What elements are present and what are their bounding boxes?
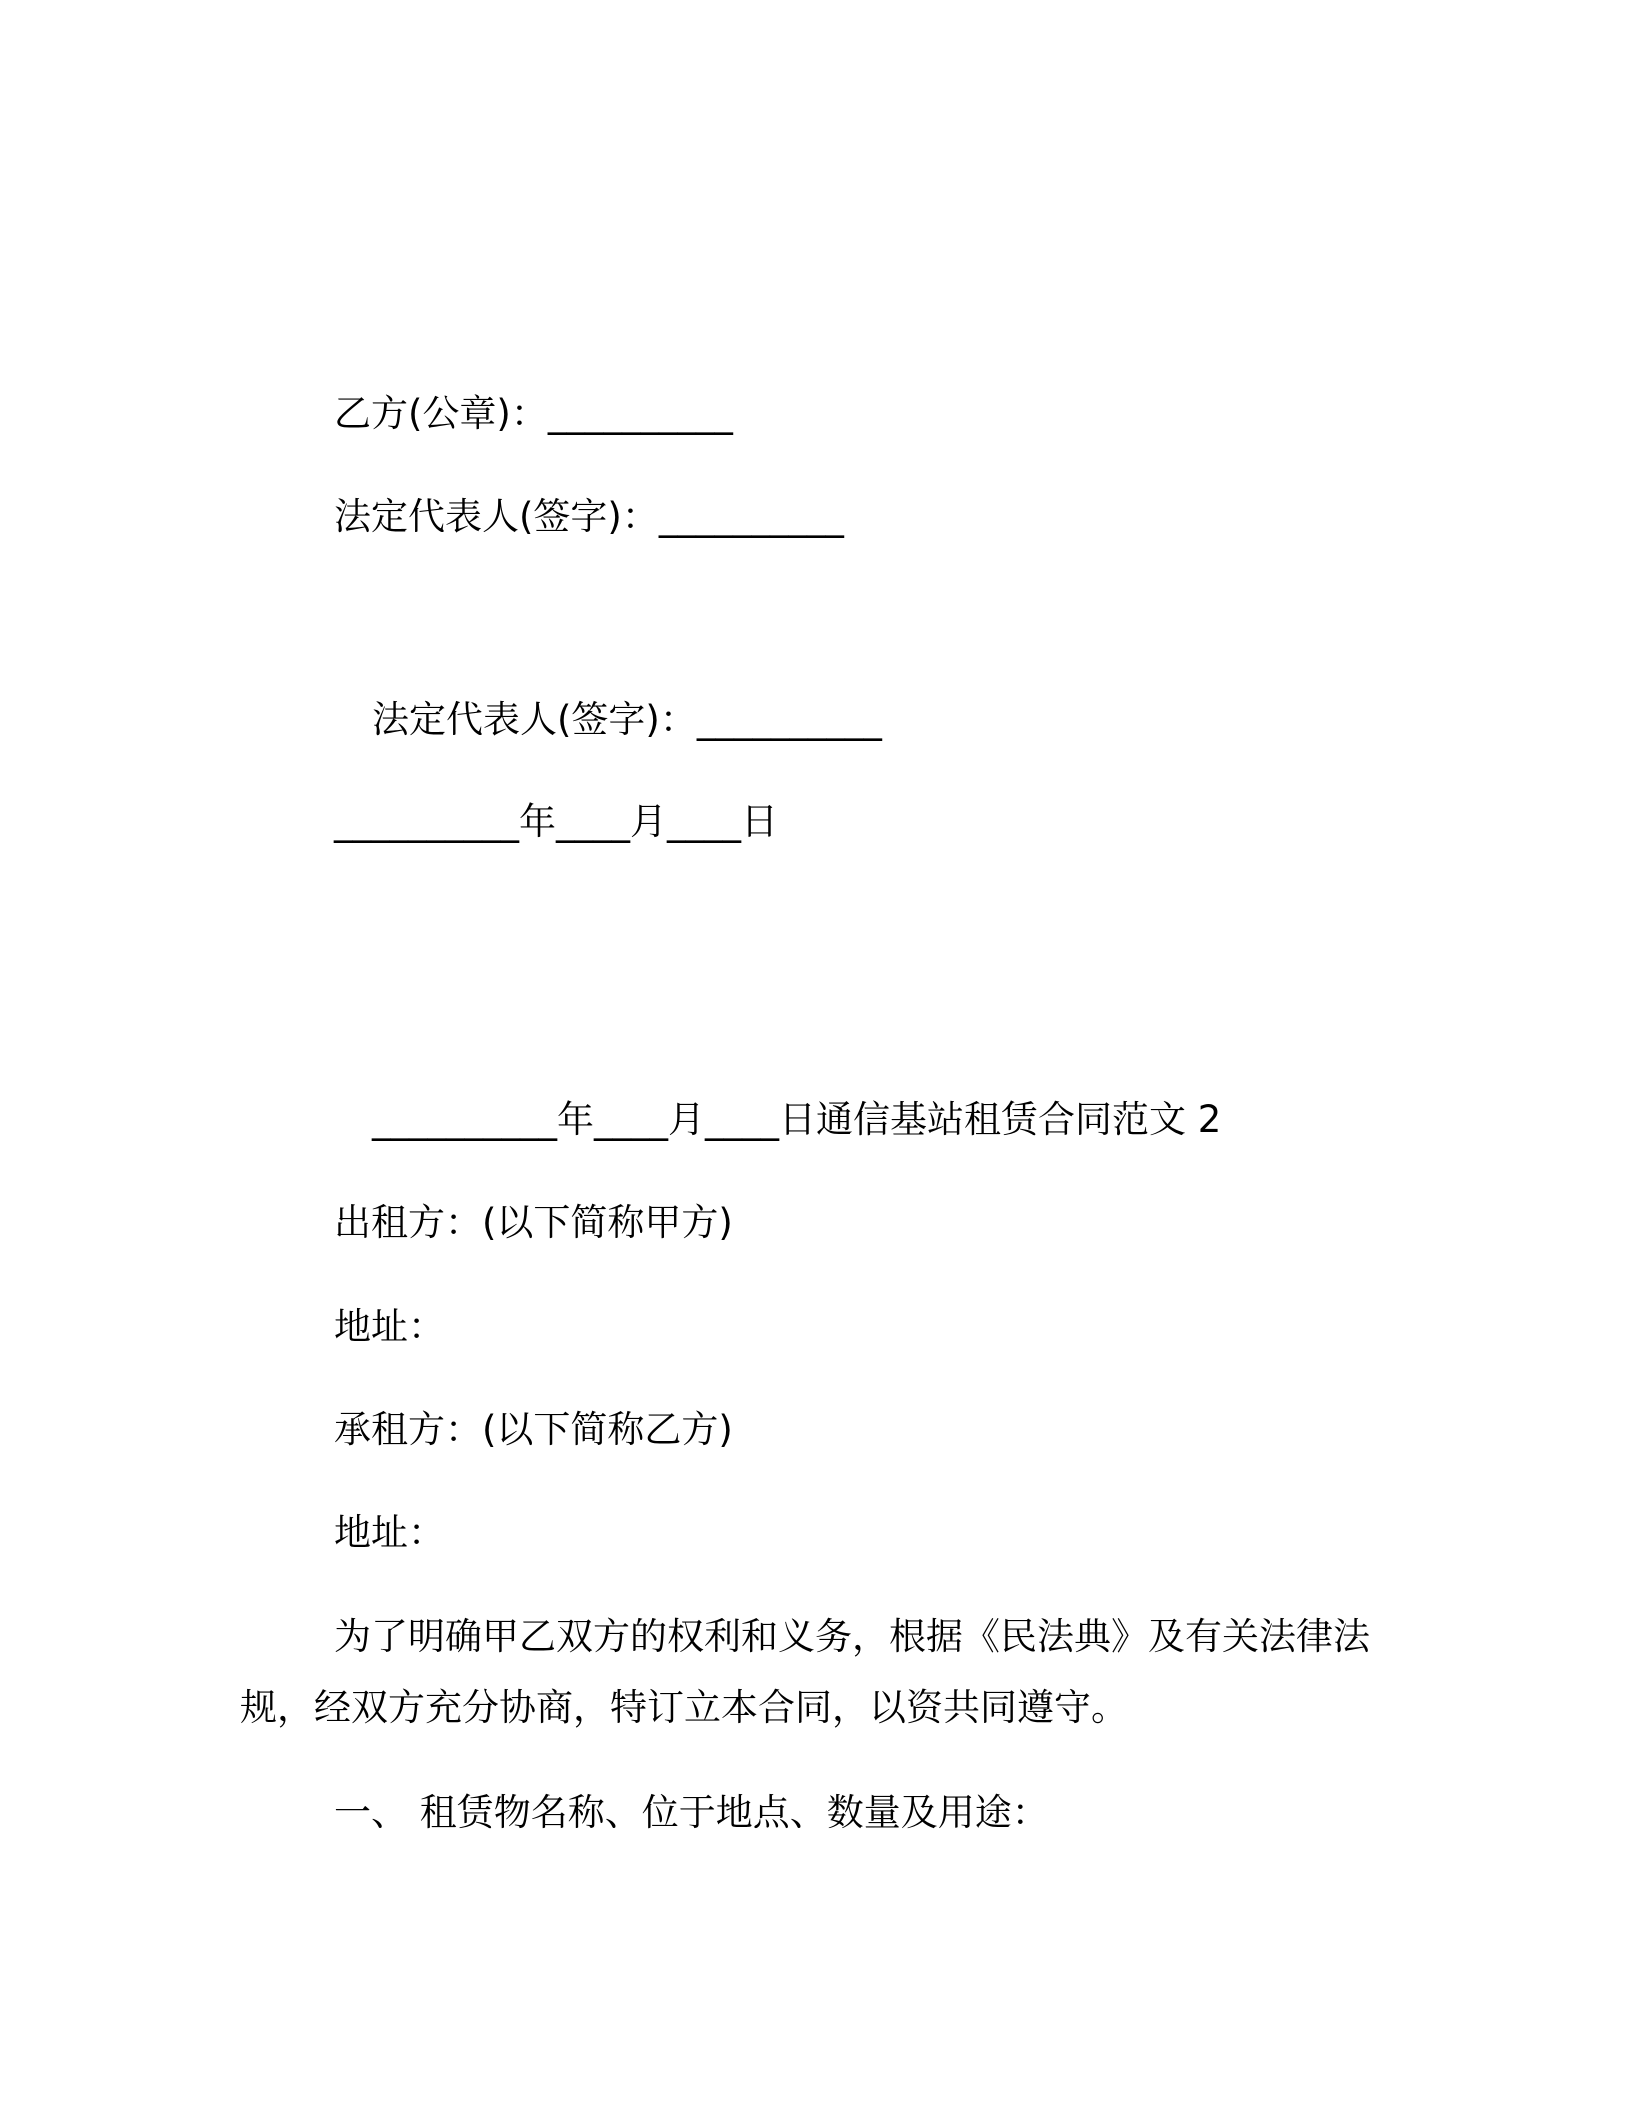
section-1-heading: 一、 租赁物名称、位于地点、数量及用途： (334, 1791, 1049, 1834)
preamble-line-2: 规，经双方充分协商，特订立本合同，以资共同遵守。 (240, 1686, 1128, 1729)
lessor-line: 出租方：(以下简称甲方) (334, 1201, 733, 1244)
lessee-address-line: 地址： (334, 1511, 445, 1554)
lessee-line: 承租方：(以下简称乙方) (334, 1408, 733, 1451)
contract-title-line: __________年____月____日通信基站租赁合同范文 2 (372, 1098, 1222, 1141)
preamble-line-1: 为了明确甲乙双方的权利和义务，根据《民法典》及有关法律法 (334, 1615, 1370, 1658)
legal-rep-signature-line-2: 法定代表人(签字)：__________ (372, 698, 882, 741)
legal-rep-signature-line: 法定代表人(签字)：__________ (334, 495, 844, 538)
lessor-address-line: 地址： (334, 1305, 445, 1348)
party-b-seal-line: 乙方(公章)：__________ (334, 392, 733, 435)
date-line: __________年____月____日 (334, 800, 778, 843)
